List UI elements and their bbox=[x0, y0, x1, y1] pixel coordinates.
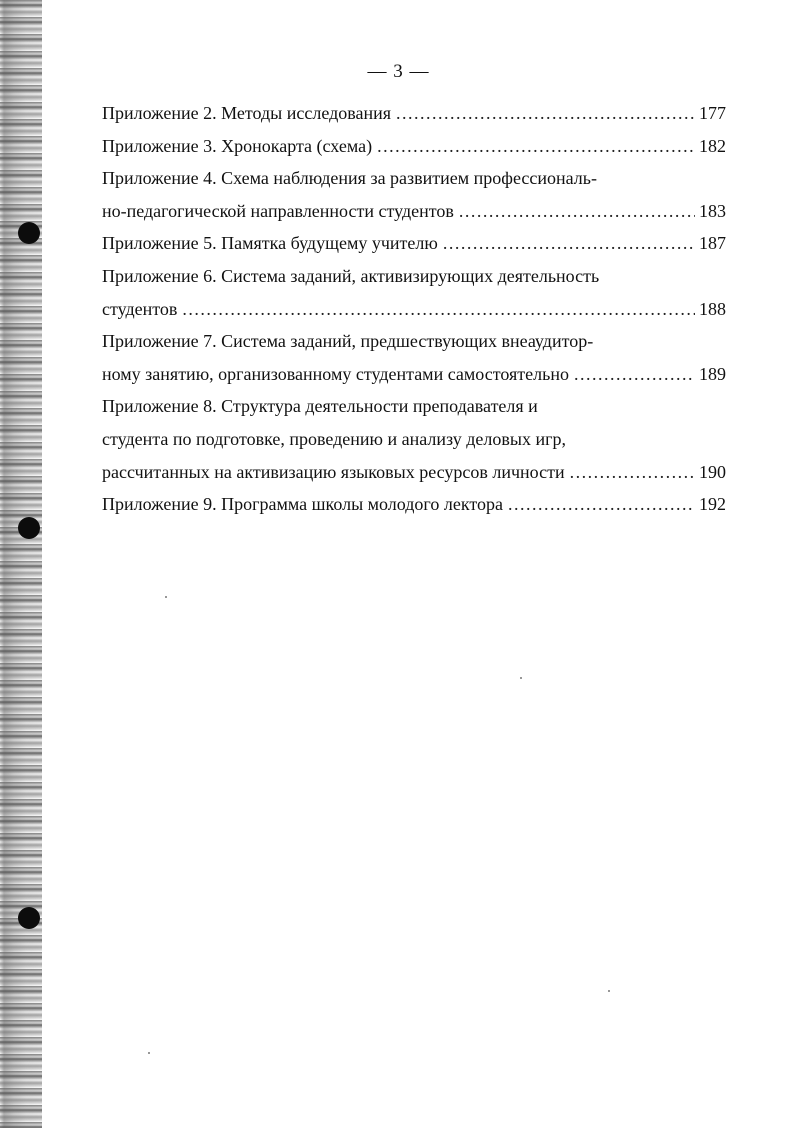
toc-entry bbox=[102, 130, 726, 163]
dot-leader bbox=[570, 456, 695, 489]
punch-hole bbox=[18, 222, 40, 244]
dot-leader bbox=[508, 488, 695, 521]
toc-line bbox=[102, 260, 726, 293]
toc-entry-text: Приложение 5. Памятка будущему учителю bbox=[102, 233, 438, 254]
toc-entry-text: ному занятию, организованному студентами самостоятельно bbox=[102, 363, 569, 384]
toc-entry-text: Приложение 2. Методы исследования bbox=[102, 103, 392, 123]
toc-line bbox=[102, 423, 726, 456]
toc-line bbox=[102, 195, 726, 228]
toc-entry bbox=[102, 227, 726, 260]
toc-line bbox=[102, 293, 726, 326]
scan-edge-artifact bbox=[0, 0, 42, 1128]
punch-hole bbox=[18, 517, 40, 539]
page-number: — 3 — bbox=[367, 61, 430, 82]
toc-line bbox=[102, 325, 726, 358]
toc-line bbox=[102, 456, 726, 489]
toc-entry-text: Приложение 7. Система заданий, предшествующих внеаудитор- bbox=[102, 331, 594, 352]
dot-leader bbox=[182, 293, 695, 326]
toc-entry-text: Приложение 6. Система заданий, активизирующих деятельность bbox=[102, 265, 600, 286]
toc-entry bbox=[102, 162, 726, 227]
toc-line bbox=[102, 97, 726, 130]
toc-entry-text: студентов bbox=[102, 298, 178, 319]
toc-entry-text: Приложение 8. Структура деятельности преподавателя и bbox=[102, 396, 538, 417]
toc-entry bbox=[102, 325, 726, 390]
toc-entry bbox=[102, 390, 726, 488]
toc-line bbox=[102, 390, 726, 423]
toc-page-number: 192 bbox=[699, 494, 726, 515]
toc-page-number: 190 bbox=[699, 461, 726, 482]
toc-entry-text: студента по подготовке, проведению и анализу деловых игр, bbox=[102, 428, 566, 449]
toc-entry bbox=[102, 260, 726, 325]
toc-page-number: 182 bbox=[699, 135, 726, 156]
toc-line bbox=[102, 130, 726, 163]
toc-entry-text: Приложение 3. Хронокарта (схема) bbox=[102, 135, 373, 156]
dot-leader bbox=[377, 130, 695, 163]
toc-line bbox=[102, 162, 726, 195]
toc-entry bbox=[102, 97, 726, 130]
toc-entry-text: но-педагогической направленности студентов bbox=[102, 200, 454, 221]
dot-leader bbox=[574, 358, 695, 391]
scan-speck bbox=[165, 596, 167, 598]
toc-page-number: 189 bbox=[699, 363, 726, 384]
scan-speck bbox=[148, 1052, 150, 1054]
toc-line bbox=[102, 227, 726, 260]
dot-leader bbox=[396, 97, 695, 130]
toc-page-number: 187 bbox=[699, 233, 726, 254]
toc-page-number: 177 bbox=[699, 103, 726, 123]
toc-entry-text: Приложение 9. Программа школы молодого лектора bbox=[102, 494, 503, 515]
scan-speck bbox=[608, 990, 610, 992]
toc-entry bbox=[102, 488, 726, 521]
toc-line bbox=[102, 488, 726, 521]
toc-page-number: 183 bbox=[699, 200, 726, 221]
dot-leader bbox=[459, 195, 695, 228]
toc-line bbox=[102, 358, 726, 391]
table-of-contents bbox=[102, 97, 726, 521]
dot-leader bbox=[443, 227, 695, 260]
toc-page-number: 188 bbox=[699, 298, 726, 319]
scan-speck bbox=[520, 677, 522, 679]
punch-hole bbox=[18, 907, 40, 929]
toc-entry-text: Приложение 4. Схема наблюдения за развитием профессиональ- bbox=[102, 168, 597, 189]
toc-entry-text: рассчитанных на активизацию языковых ресурсов личности bbox=[102, 461, 565, 482]
